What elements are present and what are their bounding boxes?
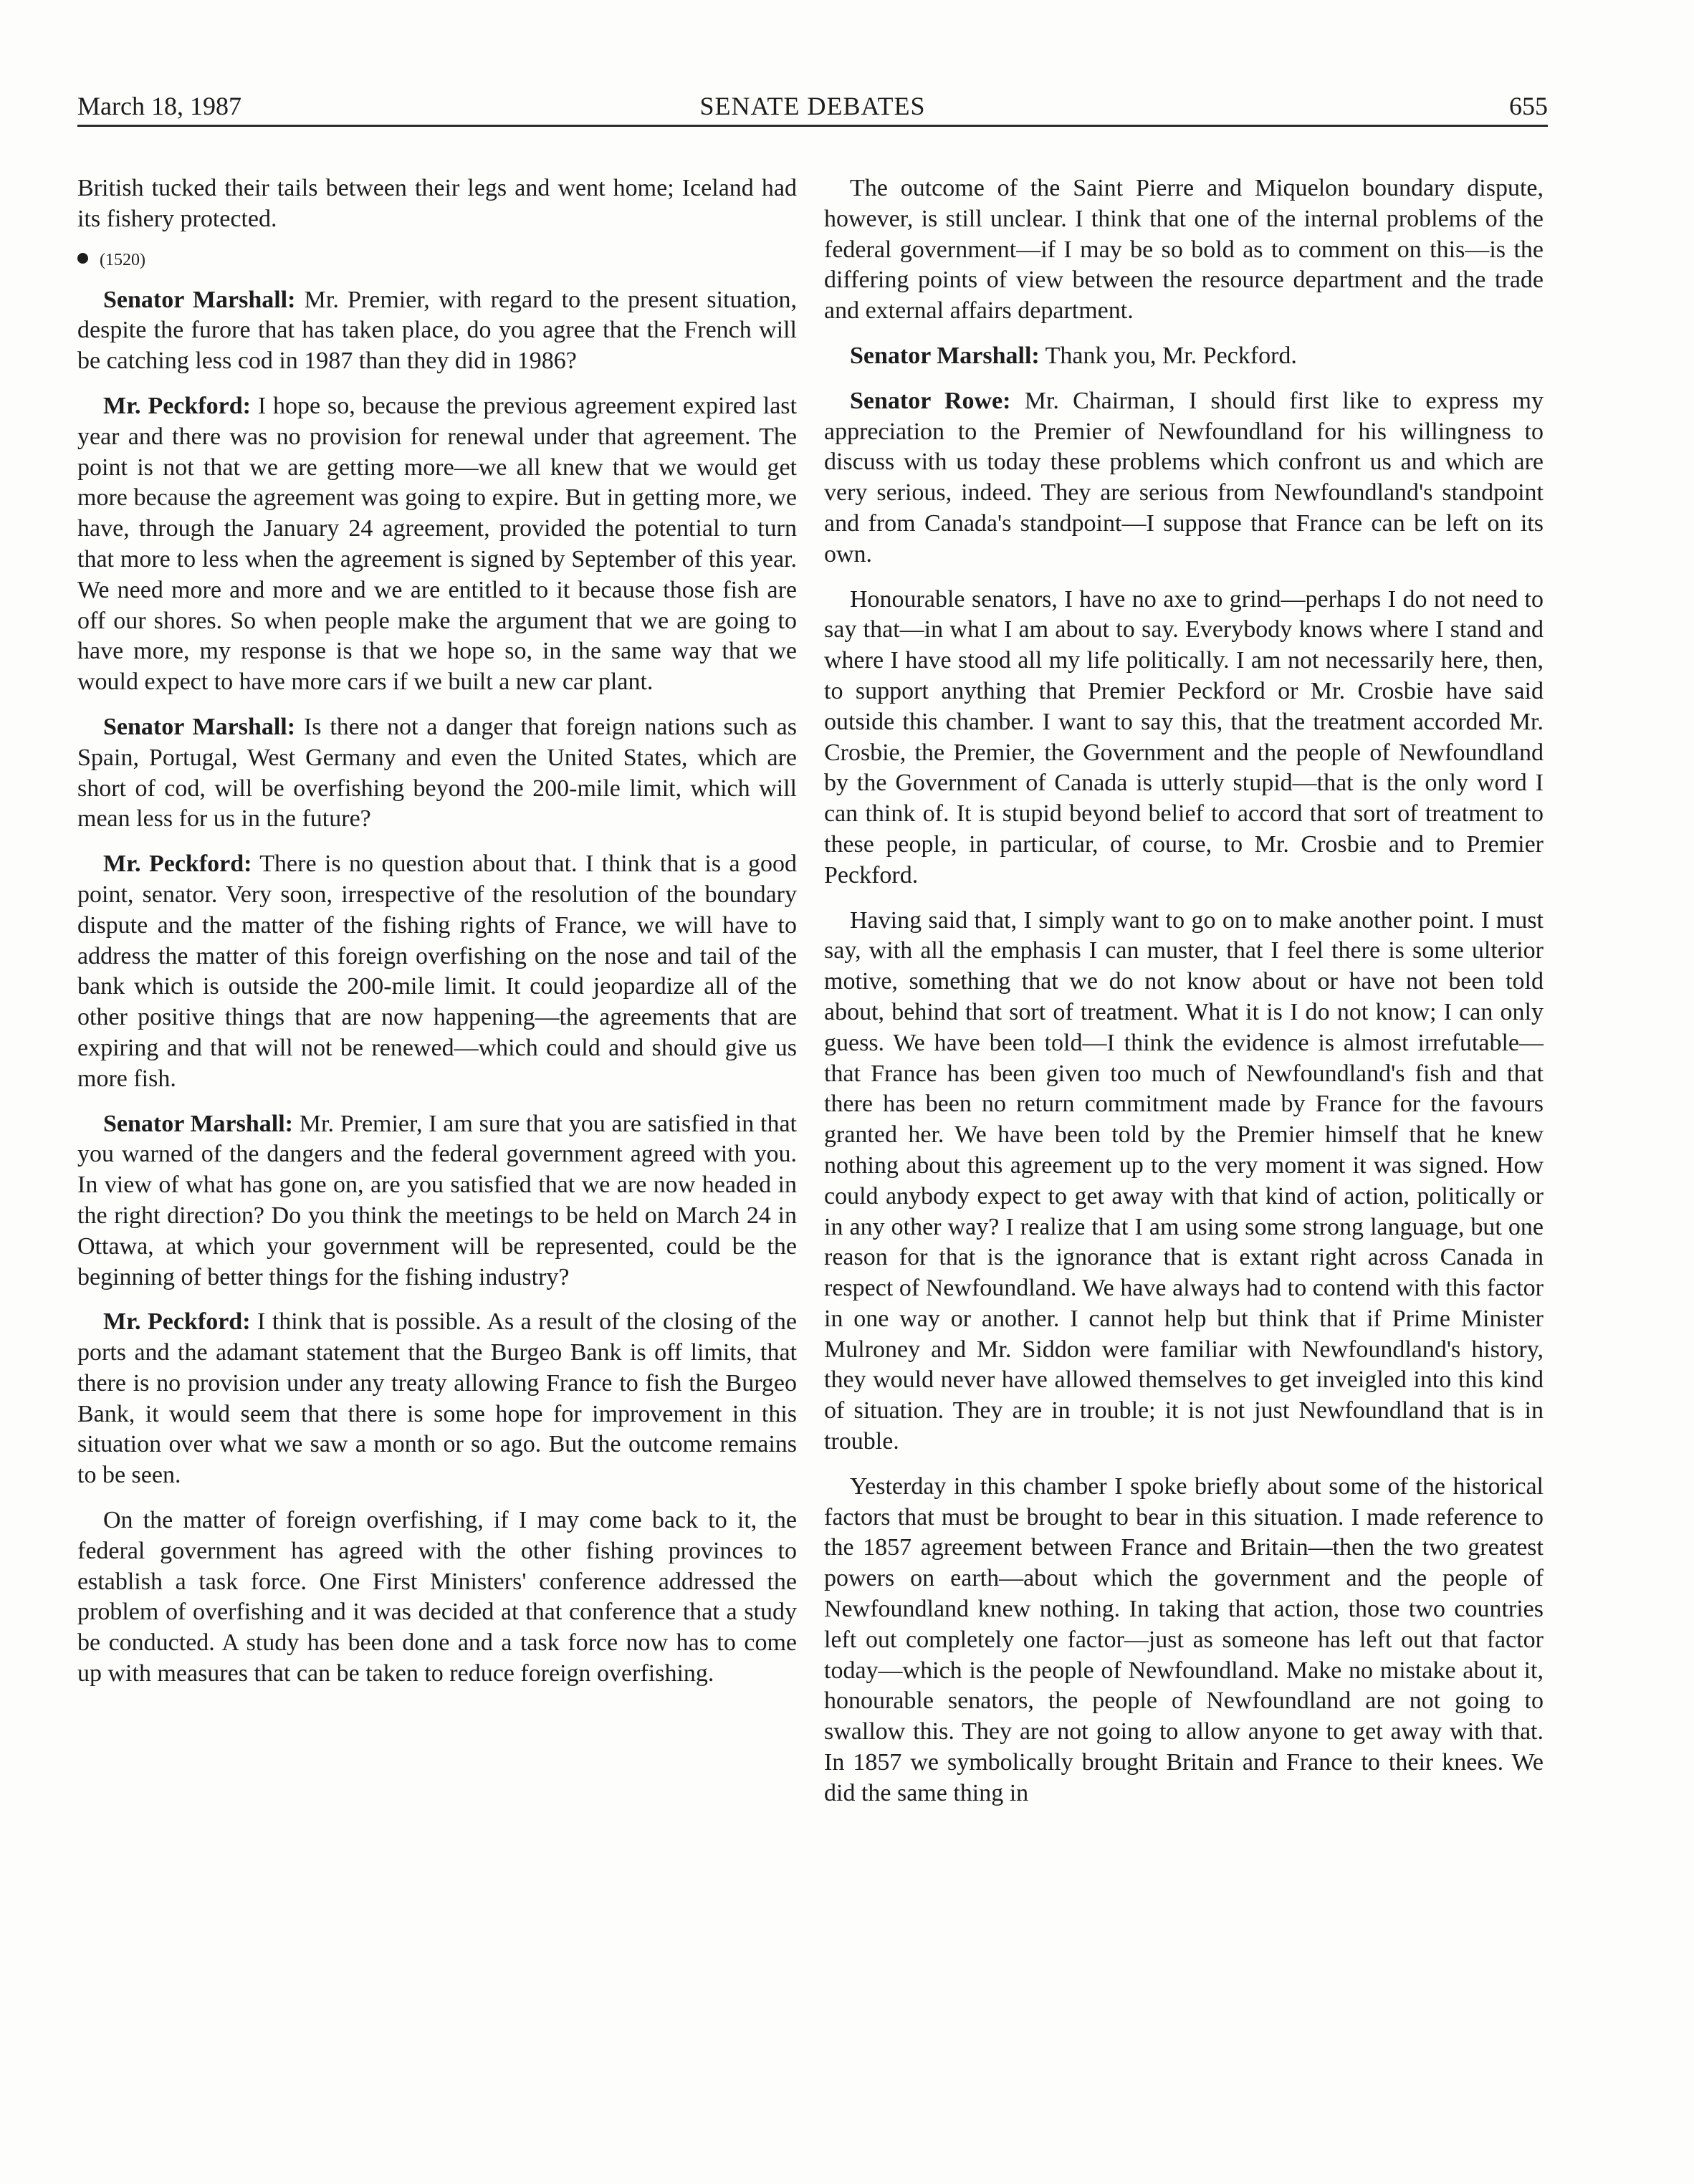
speaker-name: Mr. Peckford: (103, 392, 251, 419)
bullet-icon (77, 253, 88, 264)
speech-text: There is no question about that. I think that is a good point, senator. Very soon, irrespective of the resolution of the boundary dispute and the matter of the fishing rights of France, we will have to address the matter of this foreign overfishing on the nose and tail of the bank which is outside the 200-mile limit. It could jeopardize all of the other positive things that are now happening—the agreements that are expiring and that will not be renewed—which could and should give us more fish. (77, 851, 797, 1092)
speech-text: I think that is possible. As a result of the closing of the ports and the adamant statement that the Burgeo Bank is off limits, that there is no provision under any treaty allowing France to fish the Burgeo Bank, it would seem that there is some hope for improvement in this situation over what we saw a month or so ago. But the outcome remains to be seen. (77, 1308, 797, 1489)
paragraph (77, 712, 797, 835)
speech-text: I hope so, because the previous agreement expired last year and there was no provision for renewal under that agreement. The point is not that we are getting more—we all knew that we would get more because the agreement was going to expire. But in getting more, we have, through the January 24 agreement, provided the potential to turn that more to less when the agreement is signed by September of this year. We need more and more and we are entitled to it because those fish are off our shores. So when people make the argument that we are going to have more, my response is that we hope so, in the same way that we would expect to have more cars if we built a new car plant. (77, 392, 797, 696)
paragraph (77, 1109, 797, 1293)
paragraph: Yesterday in this chamber I spoke briefly about some of the historical factors that must be brought to bear in this situation. I made reference to the 1857 agreement between France and Britain—then the two greatest powers on earth—about which the government and the people of Newfoundland knew nothing. In taking that action, those two countries left out completely one factor—just as someone has left out that factor today—which is the people of Newfoundland. Make no mistake about it, honourable senators, the people of Newfoundland are not going to swallow this. They are not going to allow anyone to get away with that. In 1857 we symbolically brought Britain and France to their knees. We did the same thing in (824, 1472, 1544, 1806)
speaker-name: Mr. Peckford: (103, 851, 252, 878)
speech-text: Mr. Chairman, I should first like to express my appreciation to the Premier of Newfoundland for his willingness to discuss with us today these problems which confront us and which are very serious, indeed. They are serious from Newfoundland's standpoint and from Canada's standpoint—I suppose that France can be left on its own. (824, 387, 1544, 567)
paragraph: On the matter of foreign overfishing, if I may come back to it, the federal government has agreed with the other fishing provinces to establish a task force. One First Ministers' conference addressed the problem of overfishing and it was decided at that conference that a study be conducted. A study has been done and a task force now has to come up with measures that can be taken to reduce foreign overfishing. (77, 1507, 797, 1687)
paragraph (77, 391, 797, 698)
speaker-name: Mr. Peckford: (103, 1308, 251, 1336)
paragraph (77, 285, 797, 377)
left-column (77, 173, 797, 1690)
paragraph (77, 849, 797, 1094)
speaker-name: Senator Marshall: (103, 713, 296, 740)
time-marker-label: (1520) (100, 250, 145, 269)
paragraph: The outcome of the Saint Pierre and Miquelon boundary dispute, however, is still unclear. I think that one of the internal problems of the federal government—if I may be so bold as to comment on this—is the differing points of view between the resource department and the trade and external affairs department. (824, 175, 1544, 325)
paragraph: Having said that, I simply want to go on to make another point. I must say, with all the emphasis I can muster, that I feel there is some ulterior motive, something that we do not know about or have not been told about, behind that sort of treatment. What it is I do not know; I can only guess. We have been told—I think the evidence is almost irrefutable—that France has been given too much of Newfoundland's fish and that there has been no return commitment made by France for the favours granted her. We have been told by the Premier himself that he knew nothing about this agreement up to the very moment it was signed. How could anybody expect to get away with that kind of action, politically or in any other way? I realize that I am using some strong language, but one reason for that is the ignorance that is extant right across Canada in respect of Newfoundland. We have always had to contend with this factor in one way or another. I cannot help but think that if Prime Minister Mulroney and Mr. Siddon were familiar with Newfoundland's history, they would never have allowed themselves to get inveigled into this kind of situation. They are in trouble; it is not just Newfoundland that is in trouble. (824, 906, 1544, 1455)
speaker-name: Senator Marshall: (850, 342, 1040, 369)
header-date: March 18, 1987 (77, 92, 241, 120)
header-page-number: 655 (1509, 92, 1548, 120)
paragraph (824, 386, 1544, 570)
speech-text: Thank you, Mr. Peckford. (1039, 342, 1297, 369)
speaker-name: Senator Marshall: (103, 286, 296, 313)
speech-text: Mr. Premier, I am sure that you are satisfied in that you warned of the dangers and the federal government agreed with you. In view of what has gone on, are you satisfied that we are now headed in the right direction? Do you think the meetings to be held on March 24 in Ottawa, at which your government will be represented, could be the beginning of better things for the fishing industry? (77, 1110, 798, 1290)
speaker-name: Senator Rowe: (850, 387, 1011, 414)
paragraph: Honourable senators, I have no axe to grind—perhaps I do not need to say that—in what I am about to say. Everybody knows where I stand and where I have stood all my life politically. I am not necessarily here, then, to support anything that Premier Peckford or Mr. Crosbie have said outside this chamber. I want to say this, that the treatment accorded Mr. Crosbie, the Premier, the Government and the people of Newfoundland by the Government of Canada is utterly stupid—that is the only word I can think of. It is stupid beyond belief to accord that sort of treatment to these people, in particular, of course, to Mr. Crosbie and to Premier Peckford. (824, 585, 1544, 889)
speech-text: Is there not a danger that foreign nations such as Spain, Portugal, West Germany and even the United States, which are short of cod, will be overfishing beyond the 200-mile limit, which will mean less for us in the future? (77, 713, 798, 833)
paragraph: British tucked their tails between their legs and went home; Iceland had its fishery protected. (77, 175, 797, 232)
speaker-name: Senator Marshall: (103, 1110, 294, 1137)
paragraph (824, 341, 1544, 372)
time-marker (77, 249, 797, 271)
speech-text: Mr. Premier, with regard to the present situation, despite the furore that has taken place, do you agree that the French will be catching less cod in 1987 than they did in 1986? (77, 286, 797, 375)
paragraph (77, 1307, 797, 1491)
page-header (77, 92, 1548, 127)
right-column (824, 173, 1544, 1809)
header-journal-title: SENATE DEBATES (699, 92, 926, 120)
